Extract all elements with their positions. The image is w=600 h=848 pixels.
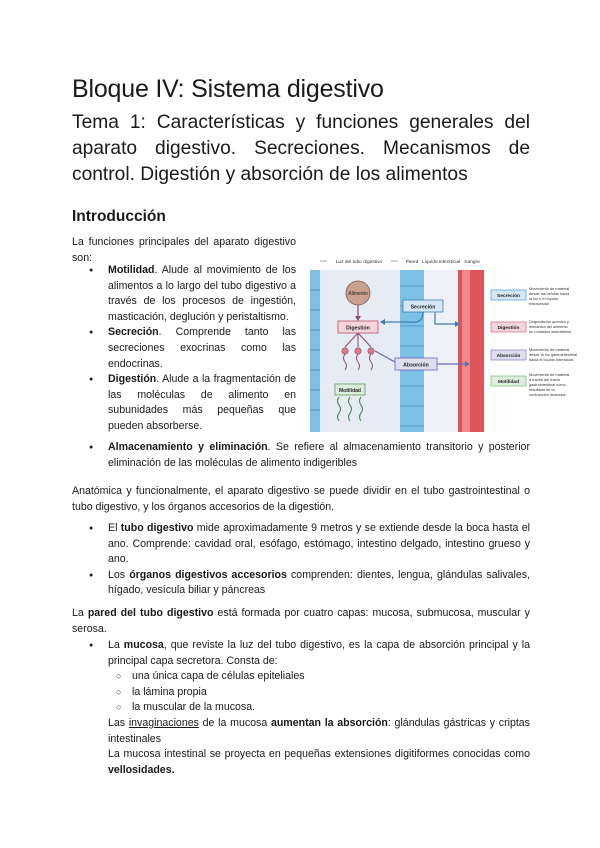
legend-label: Digestión: [497, 326, 520, 331]
wall-paragraph: La pared del tubo digestivo está formada por cuatro capas: mucosa, submucosa, muscular y serosa.: [72, 607, 530, 635]
absorption-label: Absorción: [403, 362, 429, 369]
legend-label: Absorción: [496, 354, 521, 359]
sub-list-item: ○ la muscular de la mucosa.: [72, 700, 530, 716]
legend-description: Movimiento de material desde las células hacia la luz o el líquido extracelular: [529, 286, 570, 306]
right-wall-cells: [400, 270, 424, 432]
anatomy-paragraph: Anatómica y funcionalmente, el aparato digestivo se puede dividir en el tubo gastrointestinal o tubo digestivo, y los órganos accesorios de la digestión.: [72, 485, 530, 513]
section-heading: Introducción: [72, 208, 166, 225]
legend-description: Degradación química y mecánica del alimento en unidades absorbibles: [529, 319, 572, 334]
list-item: ● Motilidad. Alude al movimiento de los alimentos a lo largo del tubo digestivo a través de los procesos de ingestión, masticación, deglución y peristaltismo.: [72, 263, 296, 325]
list-item: ● La mucosa, que reviste la luz del tubo digestivo, es la capa de absorción principal y la principal capa secretora. Consta de:: [72, 638, 530, 669]
functions-list: [72, 263, 296, 435]
list-item: ● Secreción. Comprende tanto las secreciones exocrinas como las endocrinas.: [72, 325, 296, 372]
figure-legend: [491, 286, 578, 397]
legend-label: Motilidad: [497, 380, 520, 385]
storage-list: [72, 440, 530, 471]
sub-list-item: ○ una única capa de células epiteliales: [72, 669, 530, 685]
legend-label: Secreción: [497, 294, 520, 299]
topic-title: Tema 1: Características y funciones generales del aparato digestivo. Secreciones. Mecanismos de control. Digestión y absorción de los alimentos: [72, 112, 530, 185]
blood-vessel: [458, 270, 484, 432]
digestive-processes-figure: [305, 252, 600, 432]
header-lumen: Luz del tubo digestivo: [335, 260, 383, 265]
legend-description: Movimiento de material a través del tracto gastrointestinal como resultado de la contracción muscular: [529, 372, 570, 397]
food-label: Alimento: [348, 291, 368, 297]
motility-label: Motilidad: [339, 388, 361, 394]
anatomy-list: [72, 521, 530, 599]
header-wall: Pared: [405, 260, 419, 265]
list-item: ● Los órganos digestivos accesorios comprenden: dientes, lengua, glándulas salivales, hígado, vesícula biliar y páncreas: [72, 568, 530, 599]
villi-text: La mucosa intestinal se proyecta en pequeñas extensiones digitiformes conocidas como vellosidades.: [108, 748, 530, 776]
digestion-label: Digestión: [346, 325, 370, 332]
sub-list-item: ○ la lámina propia: [72, 685, 530, 701]
secretion-label: Secreción: [410, 304, 436, 311]
page-title: Bloque IV: Sistema digestivo: [72, 75, 384, 103]
list-item: ● Digestión. Alude a la fragmentación de las moléculas de alimento en subunidades más pequeñas que pueden absorberse.: [72, 372, 296, 434]
header-blood: Sangre: [464, 260, 480, 265]
left-wall-cells: [310, 270, 320, 432]
interstitial-area: [424, 270, 458, 432]
figure-svg: [305, 252, 600, 432]
invaginations-text: Las invaginaciones de la mucosa aumentan la absorción: glándulas gástricas y criptas intestinales: [108, 716, 530, 745]
mucosa-list: [72, 638, 530, 778]
header-fluid: Líquido intersticial: [421, 260, 461, 265]
intro-paragraph: La funciones principales del aparato digestivo son:: [72, 236, 296, 264]
legend-description: Movimiento de material desde la luz gastrointestinal hacia el líquido intersticial: [529, 347, 578, 362]
list-item: ● El tubo digestivo mide aproximadamente 9 metros y se extiende desde la boca hasta el ano. Comprende: cavidad oral, esófago, estómago, intestino delgado, intestino grueso y ano.: [72, 521, 530, 568]
list-item: ● Almacenamiento y eliminación. Se refiere al almacenamiento transitorio y posterior eliminación de las moléculas de alimento indigeribles: [72, 440, 530, 471]
